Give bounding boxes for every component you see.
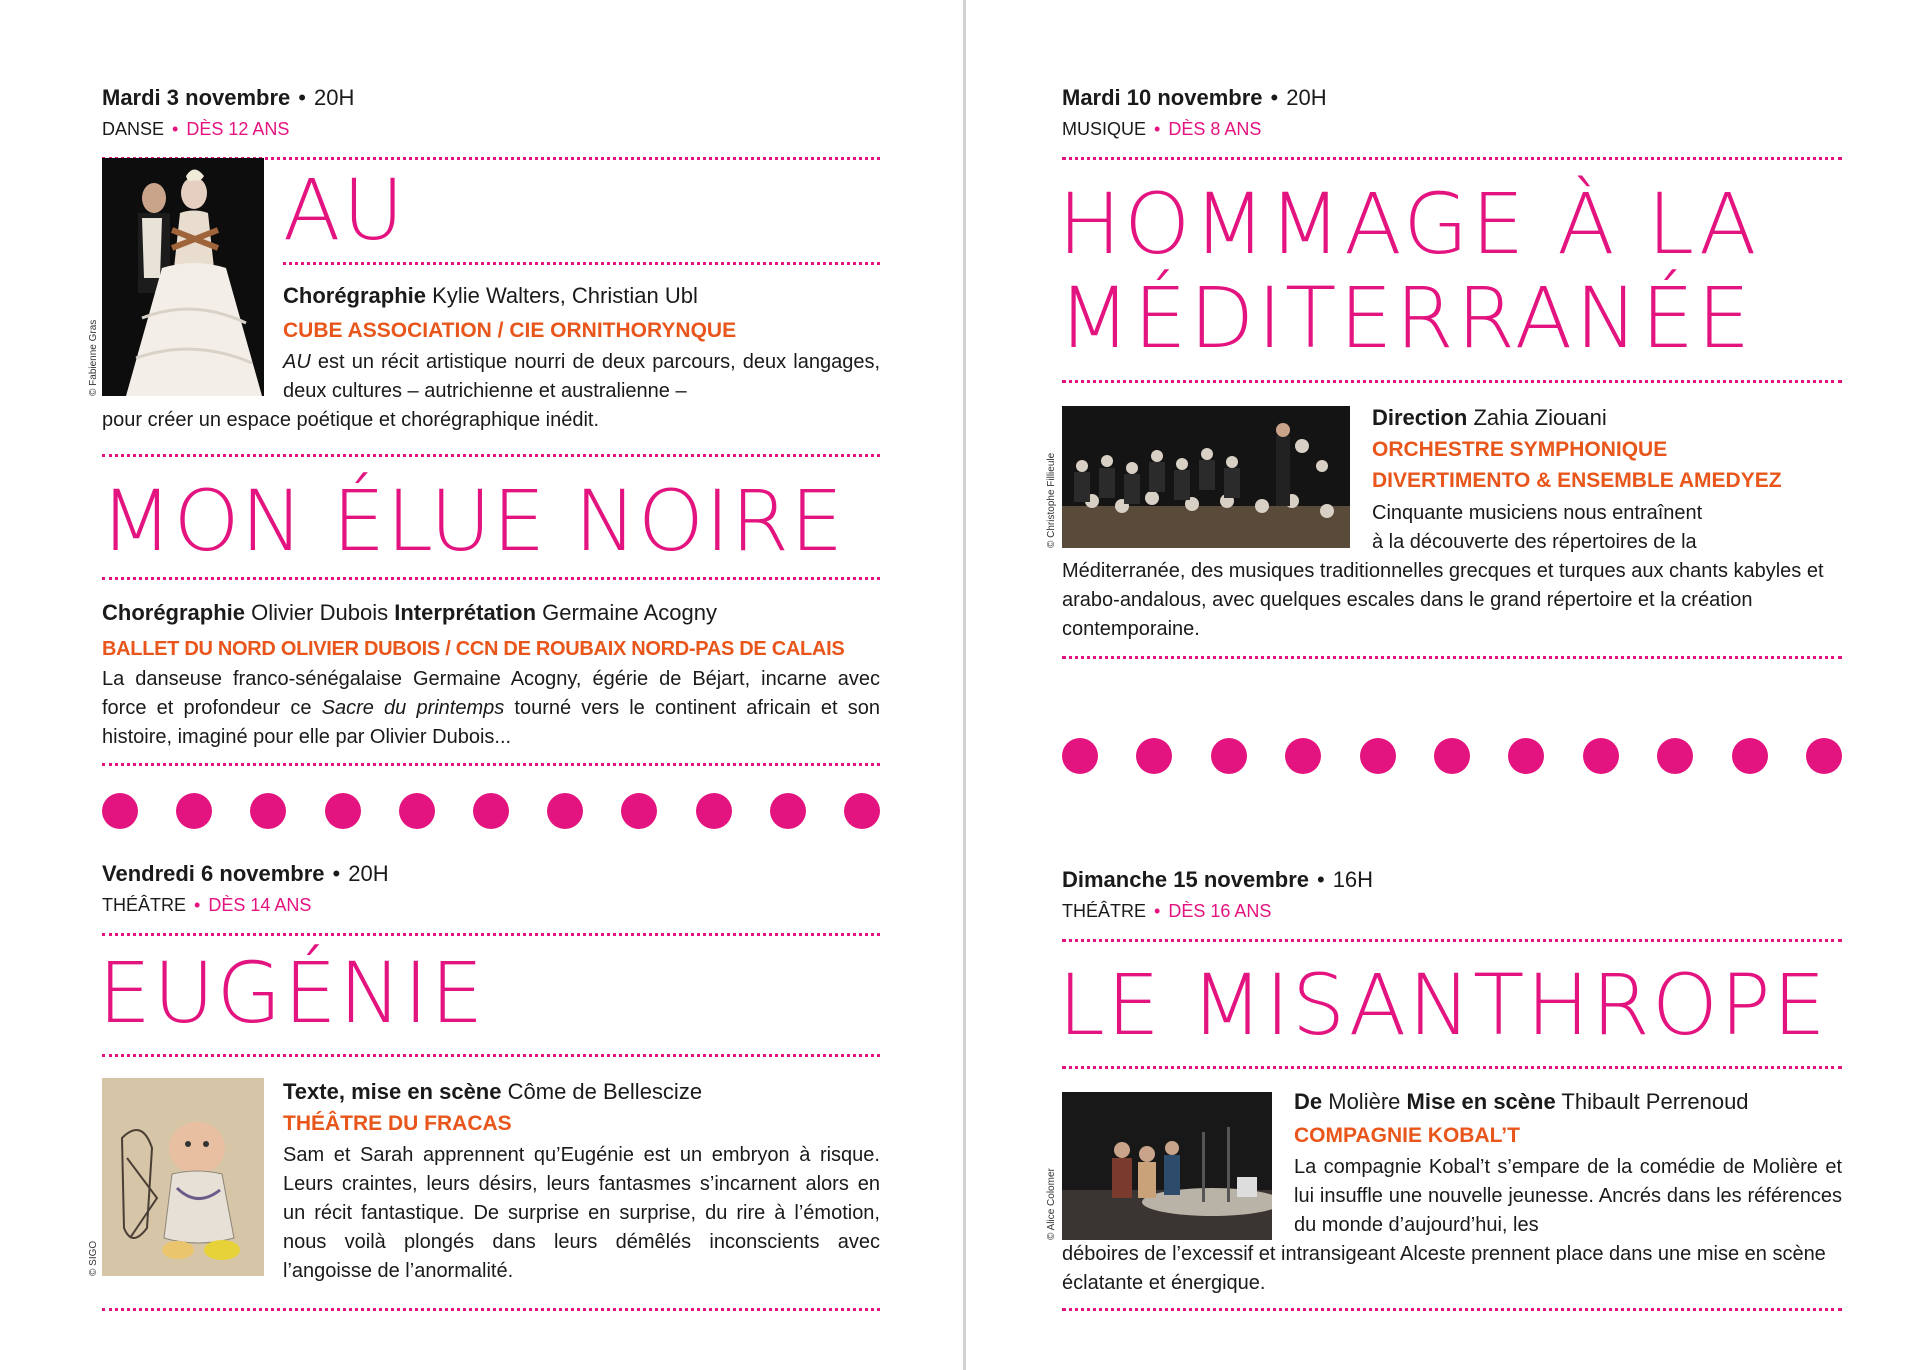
show-hommage-category: MUSIQUE • DÈS 8 ANS — [1062, 119, 1262, 139]
eugenie-description: Sam et Sarah apprennent qu’Eugénie est un embryon à risque. Leurs craintes, leurs désirs, leurs fantasmes s’incarnent alors en un récit fantastique. De surprise en surprise, du rire à l’émotion, nous voilà plongés dans leurs démêlés inconscients avec l’angoisse de l’anormalité. — [283, 1144, 880, 1282]
page-fold — [963, 0, 966, 1370]
show-mon-elue-noire-title: MON ÉLUE NOIRE — [100, 472, 845, 570]
dotted-divider — [102, 763, 880, 766]
show-au-category: DANSE • DÈS 12 ANS — [102, 119, 290, 139]
eugenie-company: THÉÂTRE DU FRACAS — [283, 1112, 512, 1135]
show-misanthrope-date: Dimanche 15 novembre • 16H — [1062, 867, 1374, 892]
hommage-description-1: Cinquante musiciens nous entraînent — [1372, 502, 1703, 524]
dotted-divider — [283, 262, 880, 265]
au-description: AU est un récit artistique nourri de deux parcours, deux langages, deux cultures – autrichienne et australienne – — [283, 351, 880, 402]
misanthrope-company: COMPAGNIE KOBAL’T — [1294, 1124, 1520, 1147]
au-company: CUBE ASSOCIATION / CIE ORNITHORYNQUE — [283, 319, 737, 342]
dotted-divider — [102, 577, 880, 580]
misanthrope-photo — [1062, 1092, 1272, 1240]
show-eugenie-category: THÉÂTRE • DÈS 14 ANS — [102, 895, 312, 915]
show-hommage-title-line1: HOMMAGE À LA — [1058, 175, 1760, 273]
dotted-divider — [1062, 380, 1842, 383]
hommage-description-3: Méditerranée, des musiques traditionnelles grecques et turques aux chants kabyles et arabo-andalous, avec quelques escales dans le grand répertoire et la création contemporaine. — [1062, 560, 1824, 640]
dotted-divider — [102, 454, 880, 457]
show-eugenie-title: EUGÉNIE — [98, 944, 486, 1042]
eugenie-photo — [102, 1078, 264, 1276]
dotted-divider — [102, 1308, 880, 1311]
mon-elue-noire-description: La danseuse franco-sénégalaise Germaine Acogny, égérie de Béjart, incarne avec force et profondeur ce Sacre du printemps tourné vers le continent africain et son histoire, imaginé pour elle par Olivier Dubois... — [102, 668, 880, 748]
hommage-photo — [1062, 406, 1350, 548]
show-au-title: AU — [283, 161, 406, 259]
misanthrope-credit: De Molière Mise en scène Thibault Perrenoud — [1294, 1089, 1749, 1114]
show-hommage-date: Mardi 10 novembre • 20H — [1062, 85, 1327, 110]
dotted-divider — [1062, 656, 1842, 659]
show-eugenie-date: Vendredi 6 novembre • 20H — [102, 861, 389, 886]
au-credit: Chorégraphie Kylie Walters, Christian Ubl — [283, 283, 698, 308]
show-hommage-title-line2: MÉDITERRANÉE — [1058, 269, 1754, 367]
show-misanthrope-title: LE MISANTHROPE — [1058, 956, 1828, 1054]
misanthrope-description-cont: déboires de l’excessif et intransigeant Alceste prennent place dans une mise en scène éclatante et énergique. — [1062, 1243, 1826, 1294]
hommage-credit: Direction Zahia Ziouani — [1372, 405, 1607, 430]
dotted-divider — [1062, 157, 1842, 160]
pink-dot-separator — [102, 793, 880, 829]
pink-dot-separator — [1062, 738, 1842, 774]
misanthrope-photo-credit: © Alice Colomer — [1046, 1168, 1057, 1240]
eugenie-credit: Texte, mise en scène Côme de Bellescize — [283, 1079, 703, 1104]
au-photo — [102, 158, 264, 396]
hommage-description-2: à la découverte des répertoires de la — [1372, 531, 1697, 553]
dotted-divider — [102, 933, 880, 936]
dotted-divider — [1062, 1308, 1842, 1311]
hommage-company-line1: ORCHESTRE SYMPHONIQUE — [1372, 438, 1668, 461]
hommage-company-line2: DIVERTIMENTO & ENSEMBLE AMEDYEZ — [1372, 469, 1782, 492]
hommage-photo-credit: © Christophe Fillieule — [1046, 452, 1057, 548]
dotted-divider — [102, 1054, 880, 1057]
au-description-cont: pour créer un espace poétique et chorégraphique inédit. — [102, 409, 600, 431]
dotted-divider — [1062, 1066, 1842, 1069]
mon-elue-noire-company: BALLET DU NORD OLIVIER DUBOIS / CCN DE ROUBAIX NORD-PAS DE CALAIS — [102, 638, 845, 660]
eugenie-photo-credit: © SIGO — [88, 1240, 99, 1276]
mon-elue-noire-credit: Chorégraphie Olivier Dubois Interprétation Germaine Acogny — [102, 600, 718, 625]
au-photo-credit: © Fabienne Gras — [88, 319, 99, 396]
show-misanthrope-category: THÉÂTRE • DÈS 16 ANS — [1062, 901, 1272, 921]
show-au-date: Mardi 3 novembre • 20H — [102, 85, 355, 110]
misanthrope-description: La compagnie Kobal’t s’empare de la comédie de Molière et lui insuffle une nouvelle jeunesse. Ancrés dans les références du monde d’aujourd’hui, les — [1294, 1156, 1842, 1236]
dotted-divider — [1062, 939, 1842, 942]
